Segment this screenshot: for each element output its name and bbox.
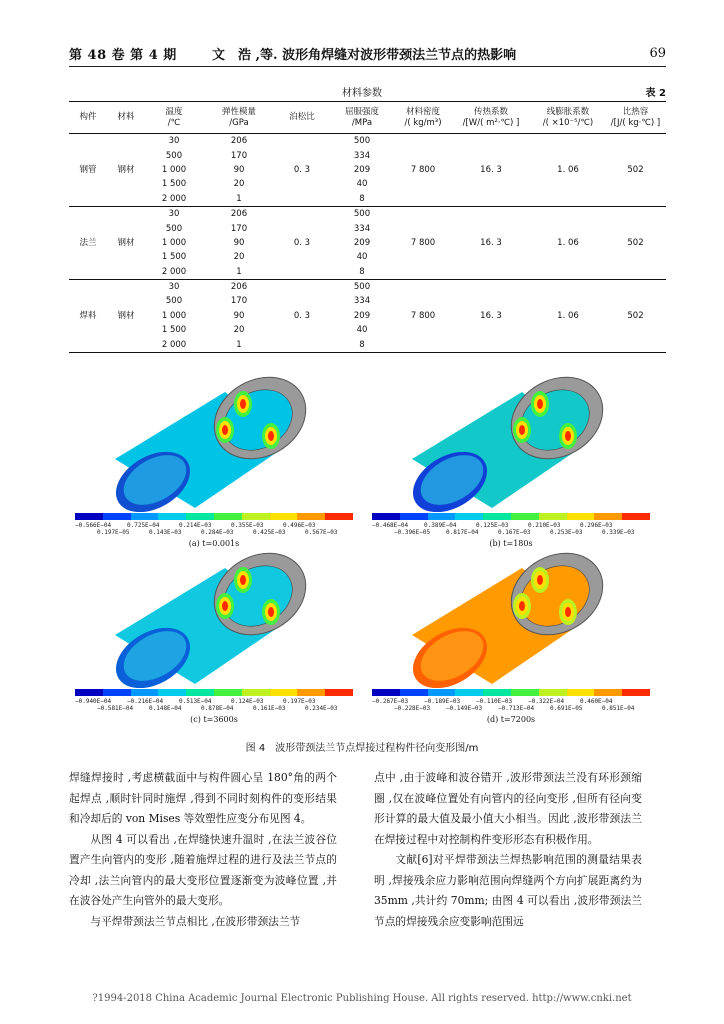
column-header — [531, 102, 605, 134]
table-cell: 170 — [230, 150, 248, 161]
legend-swatch — [103, 513, 131, 520]
table-cell: 7 800 — [410, 237, 436, 248]
figure-caption: 图 4 波形带颈法兰节点焊接过程构件径向变形图/m — [245, 743, 479, 754]
table-cell: 钢材 — [117, 237, 135, 248]
panel-caption: (b) t=180s — [489, 539, 533, 548]
table-cell: 170 — [230, 223, 248, 234]
table-cell: 500 — [165, 296, 183, 307]
legend-tick-row — [75, 529, 375, 536]
table-cell: 500 — [353, 282, 371, 293]
legend-tick-label: 0.124E−03 — [231, 698, 264, 705]
table-cell: 2 000 — [161, 339, 187, 350]
table-cell: 1 500 — [161, 252, 187, 263]
legend-swatch — [400, 689, 428, 696]
color-legend-bar — [372, 689, 650, 696]
table-cell: 钢材 — [117, 310, 135, 321]
column-header-line: 材料 — [117, 112, 135, 122]
table-cell: 钢管 — [79, 164, 97, 175]
table-cell: 8 — [359, 339, 365, 350]
legend-swatch — [567, 689, 595, 696]
legend-swatch — [567, 513, 595, 520]
table-cell: 1 000 — [161, 310, 187, 321]
column-header-line: /[W/( m²·℃) ] — [462, 117, 520, 128]
legend-swatch — [428, 513, 456, 520]
weld-zone-core — [268, 607, 274, 617]
table-cell: 40 — [356, 325, 368, 336]
legend-swatch — [75, 689, 103, 696]
weld-zone-core — [222, 601, 228, 611]
journal-volume: 第 48 卷 第 4 期 — [69, 48, 177, 63]
legend-swatch — [455, 689, 483, 696]
legend-tick-label: −0.322E−04 — [528, 698, 565, 705]
column-header — [69, 102, 107, 134]
legend-swatch — [539, 513, 567, 520]
table-cell: 1 — [236, 339, 242, 350]
column-header-line: 材料密度 — [405, 106, 440, 117]
legend-swatch — [103, 689, 131, 696]
weld-zone-core — [240, 575, 246, 585]
table-cell: 40 — [356, 179, 368, 190]
table-cell: 90 — [233, 164, 245, 175]
legend-swatch — [372, 513, 400, 520]
legend-tick-row — [372, 705, 672, 712]
legend-swatch — [242, 689, 270, 696]
table-cell: 206 — [230, 209, 248, 220]
table-cell: 500 — [165, 150, 183, 161]
table-group — [69, 134, 666, 207]
legend-tick-label: 0.425E−03 — [253, 529, 286, 536]
table-row — [69, 279, 666, 294]
legend-tick-label: −0.189E−03 — [424, 698, 461, 705]
table-cell: 0. 3 — [293, 237, 311, 248]
legend-tick-label: 0.296E−03 — [580, 522, 613, 529]
legend-swatch — [455, 513, 483, 520]
table-cell: 170 — [230, 296, 248, 307]
panel-caption: (c) t=3600s — [190, 715, 238, 724]
table-cell: 90 — [233, 237, 245, 248]
table-title: 材料参数 — [342, 88, 382, 99]
table-cell: 1 500 — [161, 179, 187, 190]
legend-swatch — [483, 689, 511, 696]
table-row — [69, 134, 666, 149]
legend-tick-row — [75, 522, 353, 529]
color-legend-bar — [372, 513, 650, 520]
table-cell: 1. 06 — [557, 237, 579, 248]
legend-tick-label: 0.210E−03 — [528, 522, 561, 529]
legend-tick-label: 0.214E−03 — [179, 522, 212, 529]
legend-tick-label: 0.167E−03 — [498, 529, 531, 536]
table-cell: 钢材 — [117, 164, 135, 175]
legend-tick-label: 0.253E−03 — [550, 529, 583, 536]
paragraph: 与平焊带颈法兰节点相比 ,在波形带颈法兰节 — [90, 914, 301, 928]
column-header — [451, 102, 531, 134]
legend-swatch — [511, 689, 539, 696]
column-header-line: /( kg/m³) — [404, 117, 442, 128]
legend-tick-label: −0.713E−04 — [498, 705, 535, 712]
table-cell: 502 — [627, 310, 644, 321]
legend-tick-row — [372, 529, 672, 536]
table-cell: 0. 3 — [293, 164, 311, 175]
legend-tick-row — [372, 698, 650, 705]
legend-swatch — [325, 689, 353, 696]
legend-tick-label: 0.197E−05 — [97, 529, 130, 536]
column-header-line: 屈服强度 — [344, 106, 379, 117]
legend-swatch — [372, 689, 400, 696]
panel-caption: (a) t=0.001s — [188, 539, 240, 548]
legend-swatch — [428, 689, 456, 696]
table-cell: 40 — [356, 252, 368, 263]
legend-tick-label: 0.513E−04 — [179, 698, 212, 705]
weld-zone-core — [565, 607, 571, 617]
legend-swatch — [325, 513, 353, 520]
weld-zone-core — [222, 425, 228, 435]
column-header-line: 比热容 — [622, 106, 649, 117]
table-cell: 16. 3 — [480, 164, 502, 175]
legend-tick-row — [75, 698, 353, 705]
column-header — [145, 102, 203, 134]
legend-tick-label: 0.339E−03 — [602, 529, 635, 536]
table-cell: 20 — [233, 252, 245, 263]
legend-tick-label: 0.496E−03 — [283, 522, 316, 529]
legend-swatch — [622, 689, 650, 696]
table-cell: 7 800 — [410, 164, 436, 175]
legend-tick-label: −0.267E−03 — [372, 698, 409, 705]
header-rule — [69, 66, 666, 67]
column-header-line: /GPa — [229, 117, 249, 128]
column-header-line: 弹性模量 — [221, 106, 256, 117]
legend-swatch — [622, 513, 650, 520]
legend-tick-label: 0.851E−04 — [602, 705, 635, 712]
body-column-left — [69, 768, 337, 932]
legend-swatch — [400, 513, 428, 520]
figure-panel-b — [372, 374, 650, 574]
legend-swatch — [214, 513, 242, 520]
table-cell: 209 — [353, 237, 371, 248]
column-header-line: 传热系数 — [473, 106, 508, 117]
column-header-line: /MPa — [351, 117, 373, 128]
legend-tick-label: 0.284E−03 — [201, 529, 234, 536]
column-header-line: 泊松比 — [289, 112, 315, 122]
column-header-line: 线膨胀系数 — [546, 106, 590, 117]
table-cell: 502 — [627, 164, 644, 175]
table-cell: 1 — [236, 266, 242, 277]
panel-caption: (d) t=7200s — [486, 715, 536, 724]
legend-tick-label: 0.355E−03 — [231, 522, 264, 529]
body-column-right — [374, 768, 642, 932]
table-header-row — [69, 102, 666, 134]
legend-tick-label: −0.581E−04 — [97, 705, 134, 712]
table-cell: 334 — [353, 223, 371, 234]
legend-swatch — [186, 513, 214, 520]
legend-swatch — [131, 513, 159, 520]
legend-tick-label: −0.940E−04 — [75, 698, 112, 705]
deformation-plot — [372, 550, 650, 688]
legend-tick-label: 0.725E−04 — [127, 522, 160, 529]
column-header-line: /[J/( kg·℃) ] — [610, 117, 661, 128]
table-cell: 500 — [165, 223, 183, 234]
material-parameters-table — [69, 101, 666, 353]
table-cell: 209 — [353, 310, 371, 321]
column-header-line: 构件 — [79, 112, 97, 122]
table-cell: 90 — [233, 310, 245, 321]
legend-tick-label: 0.460E−04 — [580, 698, 613, 705]
table-cell: 30 — [168, 282, 180, 293]
table-cell: 209 — [353, 164, 371, 175]
legend-tick-row — [75, 705, 375, 712]
paragraph: 文献[6]对平焊带颈法兰焊热影响范围的测量结果表明 ,焊接残余应力影响范围向焊缝两个方向扩展距离约为 35mm ,共计约 70mm; 由图 4 可以看出 ,波形带颈法兰节点的焊接残余应变影响范围远 — [374, 853, 642, 928]
table-cell: 1 — [236, 193, 242, 204]
weld-zone-core — [268, 431, 274, 441]
legend-tick-label: −0.396E−05 — [394, 529, 431, 536]
copyright-footer: ?1994-2018 China Academic Journal Electronic Publishing House. All rights reserved. http://www.cnki.net — [92, 993, 632, 1004]
weld-zone-core — [519, 601, 525, 611]
paragraph: 焊缝焊接时 ,考虑横截面中与构件圆心呈 180°角的两个起焊点 ,顺时针同时施焊 ,得到不同时刻构件的变形结果和冷却后的 von Mises 等效塑性应变分布见图 4。 — [69, 771, 337, 825]
legend-tick-label: −0.149E−03 — [446, 705, 483, 712]
table-cell: 7 800 — [410, 310, 436, 321]
column-header — [395, 102, 451, 134]
column-header-line: /( ×10⁻⁵/℃) — [542, 117, 594, 128]
legend-tick-label: 0.197E−03 — [283, 698, 316, 705]
table-cell: 206 — [230, 282, 248, 293]
deformation-plot — [75, 550, 353, 688]
article-running-title: 文 浩 ,等. 波形角焊缝对波形带颈法兰节点的热影响 — [212, 48, 517, 63]
page-number: 69 — [649, 46, 666, 61]
legend-tick-label: −0.566E−04 — [75, 522, 112, 529]
legend-tick-label: 0.125E−03 — [476, 522, 509, 529]
table-cell: 法兰 — [79, 237, 97, 248]
table-cell: 16. 3 — [480, 237, 502, 248]
column-header — [107, 102, 145, 134]
legend-tick-label: −0.110E−03 — [476, 698, 513, 705]
legend-swatch — [214, 689, 242, 696]
table-cell: 8 — [359, 193, 365, 204]
weld-zone-core — [240, 399, 246, 409]
legend-swatch — [539, 689, 567, 696]
legend-swatch — [594, 513, 622, 520]
table-cell: 2 000 — [161, 193, 187, 204]
table-cell: 1 000 — [161, 237, 187, 248]
table-cell: 2 000 — [161, 266, 187, 277]
paragraph: 从图 4 可以看出 ,在焊缝快速升温时 ,在法兰波谷位置产生向管内的变形 ,随着施焊过程的进行及法兰节点的冷却 ,法兰向管内的最大变形位置逐渐变为波峰位置 ,并在波谷处产生向管外的最大变形。 — [69, 832, 337, 907]
weld-zone-core — [565, 431, 571, 441]
table-cell: 1 500 — [161, 325, 187, 336]
table-cell: 30 — [168, 136, 180, 147]
column-header — [605, 102, 666, 134]
table-cell: 0. 3 — [293, 310, 311, 321]
legend-tick-label: 0.161E−03 — [253, 705, 286, 712]
legend-tick-label: 0.817E−04 — [446, 529, 479, 536]
weld-zone-core — [537, 575, 543, 585]
figure-panel-c — [75, 550, 353, 750]
column-header — [275, 102, 329, 134]
table-cell: 502 — [627, 237, 644, 248]
column-header-line: 温度 — [165, 106, 183, 117]
table-row — [69, 206, 666, 221]
legend-tick-label: 0.878E−04 — [201, 705, 234, 712]
table-cell: 1 000 — [161, 164, 187, 175]
table-cell: 20 — [233, 325, 245, 336]
legend-swatch — [158, 513, 186, 520]
legend-tick-label: 0.234E−03 — [305, 705, 338, 712]
column-header — [203, 102, 275, 134]
table-group — [69, 206, 666, 279]
legend-swatch — [297, 513, 325, 520]
table-cell: 1. 06 — [557, 310, 579, 321]
legend-swatch — [158, 689, 186, 696]
table-cell: 30 — [168, 209, 180, 220]
deformation-plot — [75, 374, 353, 512]
legend-tick-label: 0.148E−04 — [149, 705, 182, 712]
column-header-line: /℃ — [167, 117, 181, 128]
legend-swatch — [75, 513, 103, 520]
weld-zone-core — [537, 399, 543, 409]
table-cell: 8 — [359, 266, 365, 277]
table-cell: 334 — [353, 150, 371, 161]
legend-tick-label: −0.468E−04 — [372, 522, 409, 529]
legend-swatch — [270, 513, 298, 520]
legend-tick-label: 0.691E−05 — [550, 705, 583, 712]
table-cell: 16. 3 — [480, 310, 502, 321]
column-header — [329, 102, 395, 134]
legend-tick-row — [372, 522, 650, 529]
legend-swatch — [297, 689, 325, 696]
color-legend-bar — [75, 689, 353, 696]
table-cell: 500 — [353, 136, 371, 147]
legend-swatch — [186, 689, 214, 696]
legend-tick-label: −0.228E−03 — [394, 705, 431, 712]
table-cell: 1. 06 — [557, 164, 579, 175]
table-cell: 500 — [353, 209, 371, 220]
legend-tick-label: 0.143E−03 — [149, 529, 182, 536]
legend-swatch — [242, 513, 270, 520]
table-cell: 20 — [233, 179, 245, 190]
table-cell: 334 — [353, 296, 371, 307]
legend-tick-label: 0.567E−03 — [305, 529, 338, 536]
figure-panel-a — [75, 374, 353, 574]
table-cell: 206 — [230, 136, 248, 147]
figure-panel-d — [372, 550, 650, 750]
paragraph: 点中 ,由于波峰和波谷错开 ,波形带颈法兰没有环形颈缩圈 ,仅在波峰位置处有向管内的径向变形 ,但所有径向变形计算的最大值及最小值大小相当。因此 ,波形带颈法兰在焊接过程中对控制构件变形形态有积极作用。 — [374, 771, 642, 846]
deformation-plot — [372, 374, 650, 512]
table-label: 表 2 — [645, 88, 666, 99]
legend-swatch — [483, 513, 511, 520]
legend-swatch — [270, 689, 298, 696]
legend-swatch — [131, 689, 159, 696]
table-group — [69, 279, 666, 352]
legend-swatch — [594, 689, 622, 696]
table-cell: 焊料 — [79, 310, 97, 321]
legend-swatch — [511, 513, 539, 520]
legend-tick-label: −0.216E−04 — [127, 698, 164, 705]
weld-zone-core — [519, 425, 525, 435]
legend-tick-label: 0.389E−04 — [424, 522, 457, 529]
color-legend-bar — [75, 513, 353, 520]
